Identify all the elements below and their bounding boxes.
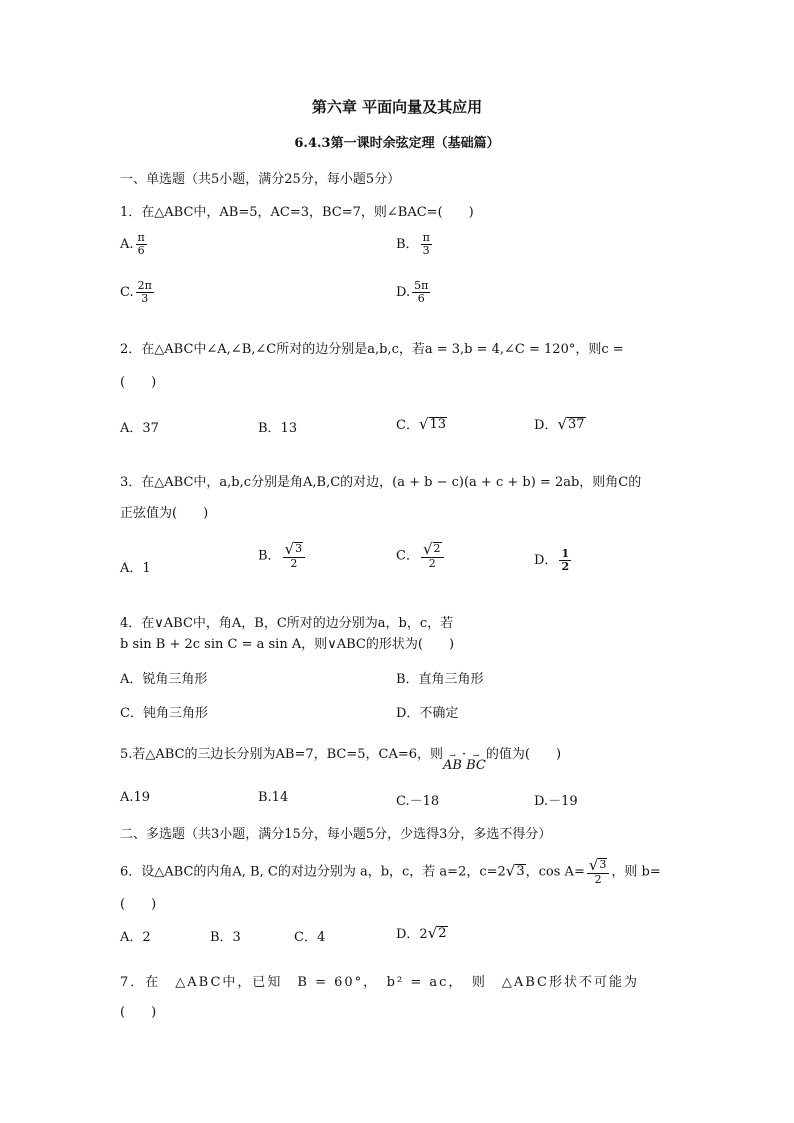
fraction: [421, 542, 444, 570]
radical-sign: √: [422, 540, 433, 558]
radicand: 13: [429, 417, 447, 432]
question-4-option-b[interactable]: B．直角三角形: [396, 672, 484, 687]
radicand: 3: [295, 542, 303, 555]
question-2-blank: ( ): [120, 375, 157, 390]
question-5-option-a[interactable]: A.19: [120, 790, 151, 805]
numerator: [587, 858, 610, 874]
question-3-option-b[interactable]: [258, 542, 307, 570]
question-6-blank: ( ): [120, 897, 157, 912]
radical-sign: √: [284, 540, 295, 558]
option-label: D．: [534, 553, 558, 569]
stem-text: 6．设△ABC的内角A, B, C的对边分别为 a，b，c，若 a=2，c=2: [120, 864, 506, 880]
document-title: 第六章 平面向量及其应用: [311, 98, 483, 116]
vector-label: BC: [466, 758, 486, 773]
denominator: 3: [422, 244, 430, 258]
option-label: C.: [120, 285, 134, 301]
numerator: 5π: [414, 279, 429, 292]
fraction: [283, 542, 306, 570]
option-label: B．: [258, 548, 281, 564]
question-3-option-c[interactable]: [396, 542, 446, 570]
question-6-stem: [120, 858, 661, 886]
question-3-option-a[interactable]: A．1: [120, 561, 151, 576]
question-4-option-a[interactable]: A．锐角三角形: [120, 672, 208, 687]
sqrt-expression: [428, 926, 448, 942]
radical-sign: √: [588, 856, 599, 874]
question-7-blank: ( ): [120, 1005, 157, 1020]
stem-text: 的值为( ): [485, 747, 562, 762]
fraction: [136, 232, 147, 257]
question-5-option-d[interactable]: D.－19: [534, 794, 578, 809]
question-3-option-d[interactable]: [534, 548, 573, 573]
vector-arrow-icon: →: [472, 751, 480, 760]
sqrt-expression: [419, 417, 447, 433]
question-6-option-d[interactable]: [396, 923, 448, 942]
fraction: [136, 280, 154, 305]
radical-sign: √: [418, 415, 429, 433]
fraction: [421, 232, 432, 257]
question-2-stem: 2．在△ABC中∠A,∠B,∠C所对的边分别是a,b,c，若a = 3,b = 4,∠C = 120°，则c =: [120, 342, 624, 357]
question-1-stem: 1．在△ABC中，AB=5，AC=3，BC=7，则∠BAC=( ): [120, 205, 474, 220]
option-label: D.: [396, 285, 411, 301]
vector-ab: [443, 752, 462, 772]
question-1-option-d[interactable]: [396, 280, 432, 305]
radical-sign: √: [427, 924, 438, 942]
question-5-option-b[interactable]: B.14: [258, 790, 289, 805]
denominator: 6: [417, 292, 425, 306]
question-2-option-d[interactable]: [534, 414, 586, 433]
vector-label: AB: [443, 758, 462, 773]
question-2-option-b[interactable]: B．13: [258, 421, 298, 436]
question-4-stem: 4．在∨ABC中，角A，B，C所对的边分别为a，b，c，若: [120, 616, 454, 631]
denominator: 2: [290, 557, 298, 571]
question-6-option-a[interactable]: A．2: [120, 930, 151, 945]
option-label: D．2: [396, 927, 428, 942]
numerator: π: [137, 231, 145, 244]
denominator: 2: [428, 557, 436, 571]
question-2-option-c[interactable]: [396, 414, 447, 433]
document-subtitle: 6.4.3第一课时余弦定理（基础篇）: [294, 136, 500, 151]
question-4-option-c[interactable]: C．钝角三角形: [120, 706, 208, 721]
numerator: 2π: [137, 279, 152, 292]
stem-text: ，cos A=: [525, 864, 585, 880]
question-6-option-c[interactable]: C．4: [294, 930, 326, 945]
radicand: 2: [438, 926, 447, 941]
question-5-stem: [120, 743, 561, 772]
numerator: π: [422, 231, 430, 244]
radical-sign: √: [557, 415, 567, 433]
question-3-stem: 3．在△ABC中，a,b,c分别是角A,B,C的对边，(a + b − c)(a + c + b) = 2ab，则角C的: [120, 475, 642, 490]
radical-sign: √: [505, 861, 516, 880]
numerator: [421, 542, 444, 558]
sqrt-expression: [557, 417, 585, 433]
fraction: [587, 858, 610, 886]
option-label: C．: [396, 548, 419, 564]
radicand: 3: [516, 863, 525, 879]
option-label: A.: [120, 237, 134, 253]
section-heading-multi-choice: 二、多选题（共3小题，满分15分，每小题5分，少选得3分，多选不得分）: [120, 827, 552, 842]
radicand: 37: [568, 417, 585, 432]
section-heading-single-choice: 一、单选题（共5小题，满分25分，每小题5分）: [120, 172, 401, 187]
fraction: [559, 548, 571, 573]
question-7-stem: 7．在 △ABC中，已知 B = 60°， b² = ac， 则 △ABC形状不可能为: [120, 975, 639, 990]
radicand: 3: [599, 858, 607, 871]
option-label: D．: [534, 418, 558, 433]
numerator: [283, 542, 306, 558]
question-1-option-c[interactable]: [120, 280, 156, 305]
denominator: 2: [561, 560, 570, 574]
question-1-option-b[interactable]: [396, 232, 434, 257]
question-6-option-b[interactable]: B．3: [210, 930, 241, 945]
denominator: 6: [137, 244, 145, 258]
stem-text: ，则 b=: [611, 864, 661, 880]
question-4-stem-line2: b sin B + 2c sin C = a sin A，则∨ABC的形状为( ): [120, 637, 455, 652]
fraction: [412, 280, 430, 305]
question-5-option-c[interactable]: C.－18: [396, 794, 440, 809]
denominator: 3: [141, 292, 149, 306]
question-1-option-a[interactable]: [120, 232, 149, 257]
sqrt-expression: [505, 861, 526, 880]
question-2-option-a[interactable]: A．37: [120, 421, 159, 436]
dot-operator: ·: [462, 747, 467, 762]
radicand: 2: [433, 542, 441, 555]
numerator: 1: [561, 547, 570, 560]
denominator: 2: [594, 873, 602, 887]
vector-bc: [466, 752, 486, 772]
option-label: C．: [396, 418, 419, 433]
question-4-option-d[interactable]: D．不确定: [396, 706, 459, 721]
question-3-stem-line2: 正弦值为( ): [120, 506, 209, 521]
stem-text: 5.若△ABC的三边长分别为AB=7，BC=5，CA=6，则: [120, 747, 444, 762]
option-label: B．: [396, 237, 419, 253]
vector-arrow-icon: →: [449, 751, 456, 760]
